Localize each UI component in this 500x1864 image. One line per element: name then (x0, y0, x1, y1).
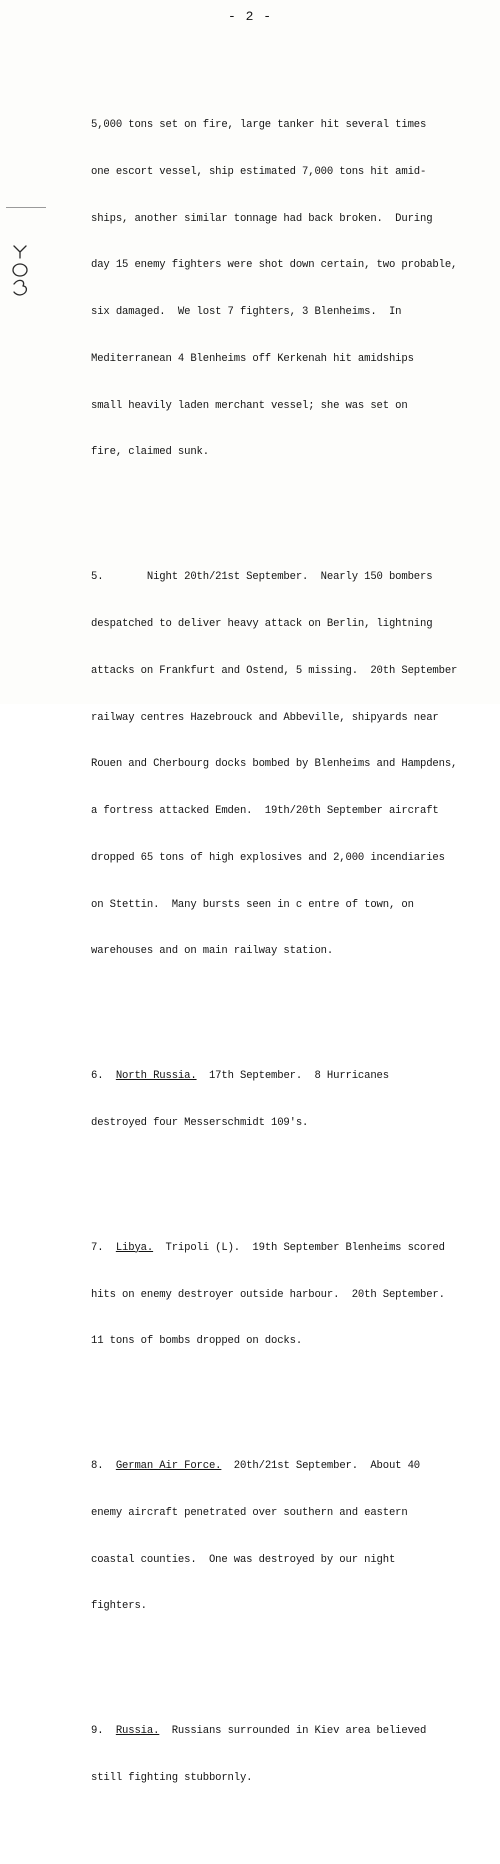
text-line-rest: 20th/21st September. About 40 (221, 1460, 421, 1473)
text-line: small heavily laden merchant vessel; she was set on (91, 399, 408, 412)
paragraph-number: 8. (91, 1460, 104, 1473)
text-line (91, 1459, 491, 1475)
text-line: railway centres Hazebrouck and Abbeville, shipyards near (91, 711, 439, 724)
text-line: 5. Night 20th/21st September. Nearly 150 bombers (91, 571, 433, 584)
text-line: on Stettin. Many bursts seen in c entre of town, on (91, 898, 414, 911)
text-line: still fighting stubbornly. (91, 1771, 253, 1784)
text-line (91, 1069, 491, 1085)
section-heading: Libya. (115, 1241, 154, 1254)
text-line: day 15 enemy fighters were shot down certain, two probable, (91, 259, 458, 272)
text-line-rest: Russians surrounded in Kiev area believed (159, 1725, 427, 1738)
text-line: attacks on Frankfurt and Ostend, 5 missing. 20th September (91, 664, 458, 677)
text-line: warehouses and on main railway station. (91, 945, 334, 958)
text-line: 11 tons of bombs dropped on docks. (91, 1335, 303, 1348)
text-line: coastal counties. One was destroyed by our night (91, 1553, 396, 1566)
text-line: 5,000 tons set on fire, large tanker hit several times (91, 118, 427, 131)
paragraph-6 (91, 1038, 491, 1163)
text-line: ships, another similar tonnage had back broken. During (91, 212, 433, 225)
paragraph-5 (91, 539, 491, 991)
text-line: one escort vessel, ship estimated 7,000 tons hit amid- (91, 165, 427, 178)
text-line: fire, claimed sunk. (91, 446, 209, 459)
margin-rule (6, 207, 46, 208)
document-body (91, 40, 491, 1864)
section-heading: German Air Force. (115, 1460, 222, 1473)
handwritten-margin-annotation (6, 240, 46, 300)
text-line: six damaged. We lost 7 fighters, 3 Blenheims. In (91, 306, 402, 319)
paragraph-continuation (91, 87, 491, 492)
text-line: hits on enemy destroyer outside harbour. 20th September. (91, 1288, 445, 1301)
text-line: dropped 65 tons of high explosives and 2,000 incendiaries (91, 851, 445, 864)
paragraph-number: 6. (91, 1070, 104, 1083)
text-line: a fortress attacked Emden. 19th/20th September aircraft (91, 805, 439, 818)
text-line (91, 1724, 491, 1740)
paragraph-8 (91, 1428, 491, 1646)
text-line: Rouen and Cherbourg docks bombed by Blenheims and Hampdens, (91, 758, 458, 771)
section-heading: Russia. (115, 1725, 160, 1738)
text-line: despatched to deliver heavy attack on Berlin, lightning (91, 617, 433, 630)
paragraph-number: 9. (91, 1725, 104, 1738)
text-line-rest: 17th September. 8 Hurricanes (196, 1070, 389, 1083)
page-number: - 2 - (227, 9, 272, 24)
paragraph-9 (91, 1693, 491, 1818)
paragraph-7 (91, 1210, 491, 1382)
text-line: enemy aircraft penetrated over southern and eastern (91, 1506, 408, 1519)
paragraph-number: 7. (91, 1241, 104, 1254)
text-line: Mediterranean 4 Blenheims off Kerkenah hit amidships (91, 352, 414, 365)
text-line: destroyed four Messerschmidt 109's. (91, 1116, 309, 1129)
section-heading: North Russia. (115, 1070, 197, 1083)
text-line: fighters. (91, 1600, 147, 1613)
text-line (91, 1241, 491, 1257)
text-line-rest: Tripoli (L). 19th September Blenheims scored (153, 1241, 445, 1254)
